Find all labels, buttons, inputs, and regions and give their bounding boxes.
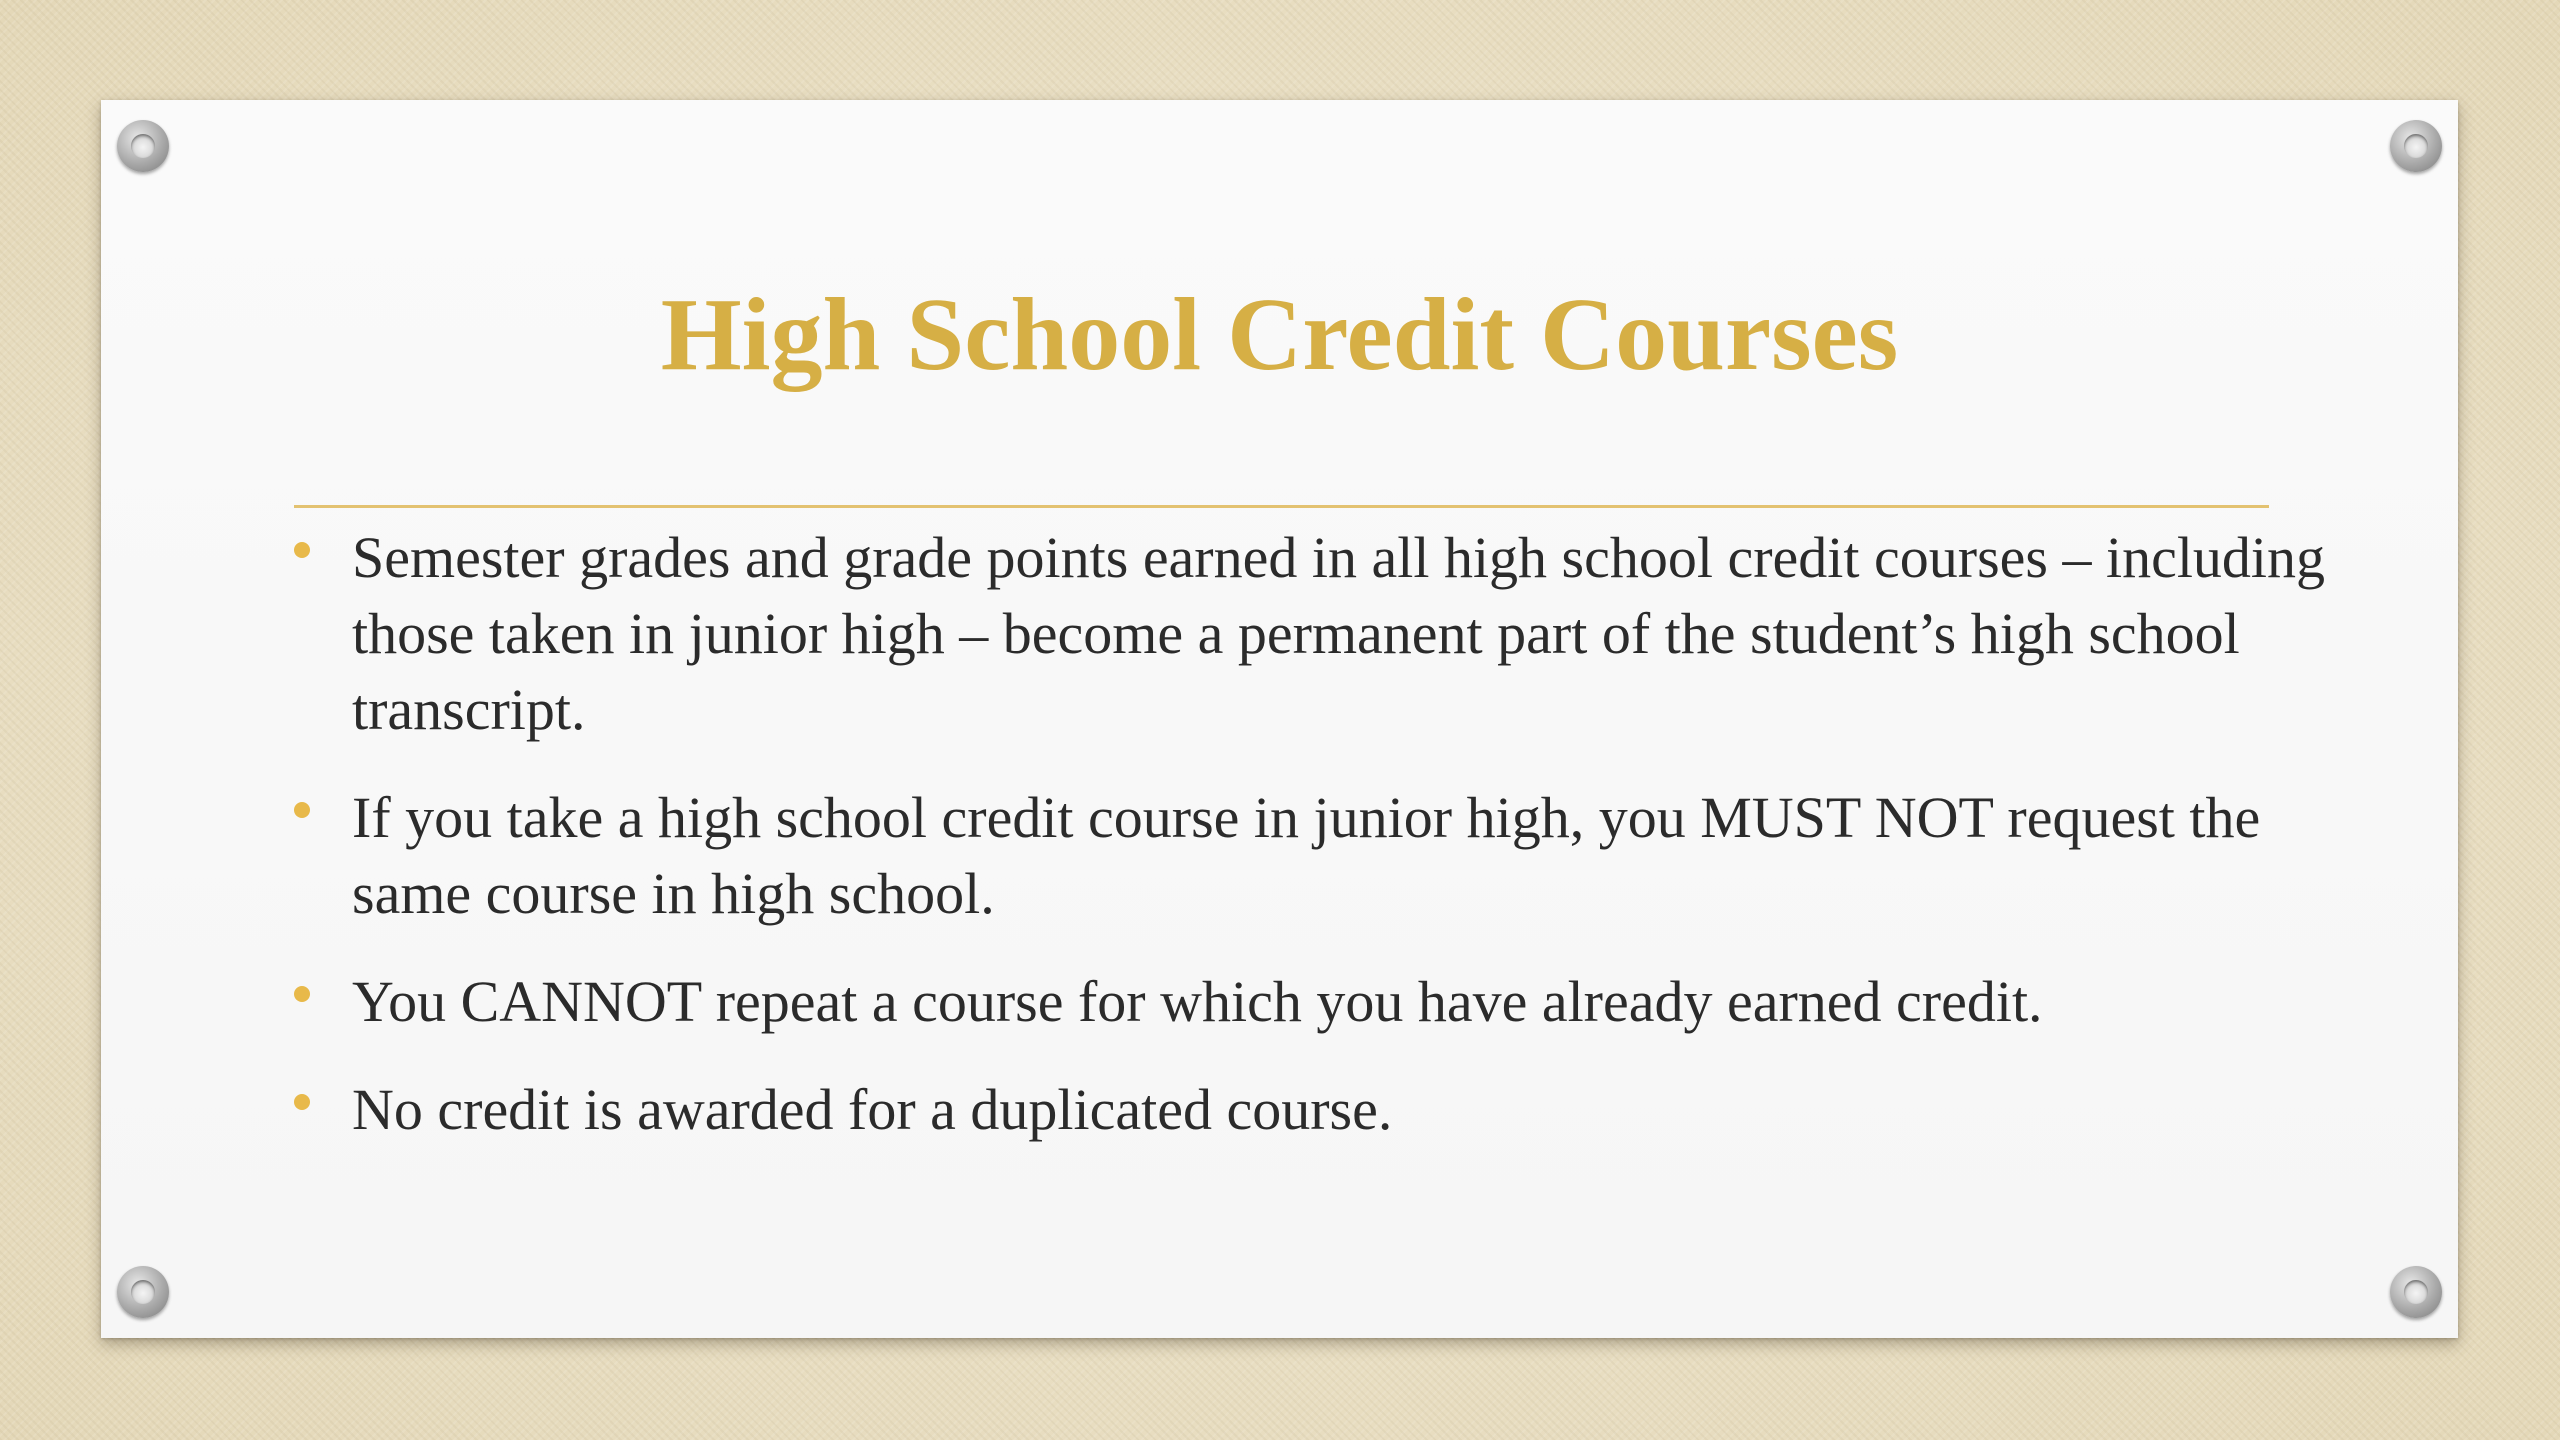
grommet-icon	[2390, 1266, 2442, 1318]
bullet-item	[294, 780, 2334, 932]
bullet-list	[294, 520, 2334, 1180]
bullet-item	[294, 520, 2334, 748]
bullet-item	[294, 964, 2334, 1040]
grommet-icon	[117, 120, 169, 172]
title-divider	[294, 505, 2269, 508]
bullet-text: Semester grades and grade points earned in all high school credit courses – including those taken in junior high – become a permanent part of the student’s high school transcript.	[352, 525, 2326, 742]
bullet-dot-icon	[294, 542, 310, 558]
bullet-dot-icon	[294, 986, 310, 1002]
bullet-dot-icon	[294, 802, 310, 818]
grommet-icon	[2390, 120, 2442, 172]
bullet-dot-icon	[294, 1094, 310, 1110]
grommet-icon	[117, 1266, 169, 1318]
bullet-text: No credit is awarded for a duplicated course.	[352, 1077, 1393, 1142]
slide-title: High School Credit Courses	[660, 277, 1899, 392]
bullet-text: If you take a high school credit course in junior high, you MUST NOT request the same course in high school.	[352, 785, 2261, 926]
slide-card	[101, 100, 2458, 1338]
bullet-item	[294, 1072, 2334, 1148]
bullet-text: You CANNOT repeat a course for which you have already earned credit.	[352, 969, 2043, 1034]
